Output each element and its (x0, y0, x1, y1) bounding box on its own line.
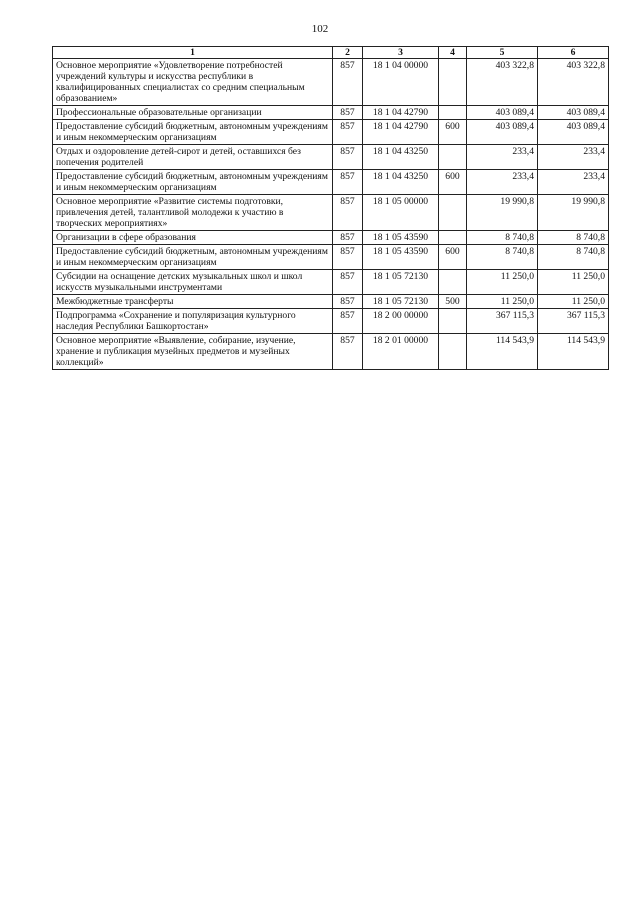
amount-cell: 403 089,4 (467, 106, 538, 120)
amount-cell: 114 543,9 (538, 334, 609, 370)
table-row (53, 106, 609, 120)
department-code-cell: 857 (333, 231, 363, 245)
amount-cell: 403 322,8 (538, 59, 609, 106)
item-name-cell: Предоставление субсидий бюджетным, автономным учреждениям и иным некоммерческим организациям (53, 170, 333, 195)
table-row (53, 231, 609, 245)
item-name-cell: Основное мероприятие «Развитие системы подготовки, привлечения детей, талантливой молодежи к участию в творческих мероприятиях» (53, 195, 333, 231)
expense-type-cell: 500 (439, 295, 467, 309)
column-header: 4 (439, 47, 467, 59)
target-article-cell: 18 1 05 43590 (363, 231, 439, 245)
item-name-cell: Отдых и оздоровление детей-сирот и детей, оставшихся без попечения родителей (53, 145, 333, 170)
department-code-cell: 857 (333, 145, 363, 170)
target-article-cell: 18 1 04 00000 (363, 59, 439, 106)
amount-cell: 114 543,9 (467, 334, 538, 370)
table-row (53, 309, 609, 334)
amount-cell: 403 089,4 (467, 120, 538, 145)
table-row (53, 334, 609, 370)
amount-cell: 233,4 (467, 145, 538, 170)
amount-cell: 8 740,8 (467, 245, 538, 270)
target-article-cell: 18 1 05 72130 (363, 270, 439, 295)
expense-type-cell (439, 231, 467, 245)
item-name-cell: Субсидии на оснащение детских музыкальных школ и школ искусств музыкальными инструментами (53, 270, 333, 295)
amount-cell: 8 740,8 (538, 231, 609, 245)
amount-cell: 11 250,0 (467, 295, 538, 309)
expense-type-cell: 600 (439, 120, 467, 145)
column-header: 6 (538, 47, 609, 59)
expense-type-cell (439, 270, 467, 295)
target-article-cell: 18 1 04 42790 (363, 106, 439, 120)
table-body (53, 59, 609, 370)
amount-cell: 11 250,0 (538, 270, 609, 295)
target-article-cell: 18 1 04 43250 (363, 145, 439, 170)
department-code-cell: 857 (333, 334, 363, 370)
amount-cell: 367 115,3 (467, 309, 538, 334)
table-row (53, 59, 609, 106)
item-name-cell: Предоставление субсидий бюджетным, автономным учреждениям и иным некоммерческим организациям (53, 245, 333, 270)
amount-cell: 233,4 (538, 170, 609, 195)
amount-cell: 11 250,0 (467, 270, 538, 295)
department-code-cell: 857 (333, 295, 363, 309)
expense-type-cell (439, 59, 467, 106)
expense-type-cell (439, 195, 467, 231)
amount-cell: 403 089,4 (538, 120, 609, 145)
item-name-cell: Организации в сфере образования (53, 231, 333, 245)
expense-type-cell: 600 (439, 245, 467, 270)
amount-cell: 233,4 (467, 170, 538, 195)
table-row (53, 195, 609, 231)
column-header: 5 (467, 47, 538, 59)
table-row (53, 120, 609, 145)
department-code-cell: 857 (333, 170, 363, 195)
amount-cell: 8 740,8 (538, 245, 609, 270)
item-name-cell: Основное мероприятие «Выявление, собирание, изучение, хранение и публикация музейных предметов и музейных коллекций» (53, 334, 333, 370)
department-code-cell: 857 (333, 270, 363, 295)
department-code-cell: 857 (333, 59, 363, 106)
amount-cell: 233,4 (538, 145, 609, 170)
target-article-cell: 18 1 04 42790 (363, 120, 439, 145)
expense-type-cell (439, 309, 467, 334)
department-code-cell: 857 (333, 106, 363, 120)
table-row (53, 295, 609, 309)
expense-type-cell (439, 145, 467, 170)
amount-cell: 19 990,8 (467, 195, 538, 231)
table-header-row (53, 47, 609, 59)
department-code-cell: 857 (333, 245, 363, 270)
item-name-cell: Предоставление субсидий бюджетным, автономным учреждениям и иным некоммерческим организациям (53, 120, 333, 145)
amount-cell: 403 322,8 (467, 59, 538, 106)
expense-type-cell: 600 (439, 170, 467, 195)
target-article-cell: 18 1 05 43590 (363, 245, 439, 270)
target-article-cell: 18 2 00 00000 (363, 309, 439, 334)
table-row (53, 145, 609, 170)
amount-cell: 403 089,4 (538, 106, 609, 120)
column-header: 3 (363, 47, 439, 59)
table-row (53, 170, 609, 195)
department-code-cell: 857 (333, 120, 363, 145)
target-article-cell: 18 1 04 43250 (363, 170, 439, 195)
item-name-cell: Подпрограмма «Сохранение и популяризация культурного наследия Республики Башкортостан» (53, 309, 333, 334)
item-name-cell: Основное мероприятие «Удовлетворение потребностей учреждений культуры и искусства республики в квалифицированных специалистах со средним специальным образованием» (53, 59, 333, 106)
page-number: 102 (311, 23, 329, 35)
table-row (53, 270, 609, 295)
target-article-cell: 18 1 05 72130 (363, 295, 439, 309)
item-name-cell: Профессиональные образовательные организации (53, 106, 333, 120)
amount-cell: 8 740,8 (467, 231, 538, 245)
column-header: 2 (333, 47, 363, 59)
amount-cell: 11 250,0 (538, 295, 609, 309)
table-row (53, 245, 609, 270)
column-header: 1 (53, 47, 333, 59)
expense-type-cell (439, 334, 467, 370)
target-article-cell: 18 2 01 00000 (363, 334, 439, 370)
amount-cell: 19 990,8 (538, 195, 609, 231)
item-name-cell: Межбюджетные трансферты (53, 295, 333, 309)
department-code-cell: 857 (333, 309, 363, 334)
amount-cell: 367 115,3 (538, 309, 609, 334)
department-code-cell: 857 (333, 195, 363, 231)
budget-table (52, 46, 609, 370)
expense-type-cell (439, 106, 467, 120)
target-article-cell: 18 1 05 00000 (363, 195, 439, 231)
